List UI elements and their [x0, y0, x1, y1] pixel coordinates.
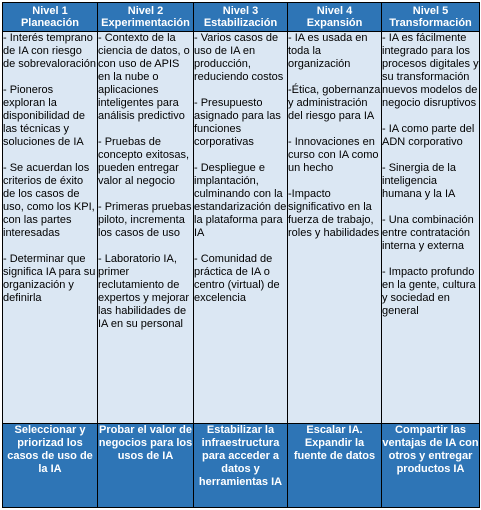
- list-item: - Pioneros exploran la disponibilidad de las técnicas y soluciones de IA: [3, 84, 85, 148]
- goals-row: [3, 424, 480, 508]
- level-name: Transformación: [389, 17, 472, 29]
- goal-level-2: Probar el valor de negocios para los usos de IA: [98, 424, 194, 508]
- list-item: - Sinergia de la inteligencia humana y la IA: [382, 162, 456, 200]
- list-item: - Primeras pruebas piloto, incrementa los casos de uso: [98, 201, 192, 239]
- goal-level-4: Escalar IA. Expandir la fuente de datos: [288, 424, 382, 508]
- list-item: - Innovaciones en curso con IA como un hecho: [288, 136, 379, 174]
- level-number: Nivel 5: [412, 5, 449, 17]
- ai-maturity-table: [2, 2, 480, 508]
- list-item: - Presupuesto asignado para las funciones corporativas: [194, 97, 281, 148]
- header-level-3: [194, 3, 288, 32]
- list-item: - Impacto profundo en la gente, cultura y sociedad en general: [382, 266, 476, 317]
- header-level-5: [382, 3, 480, 32]
- list-item: - IA es usada en toda la organización: [288, 32, 368, 70]
- header-row: [3, 3, 480, 32]
- characteristics-row: [3, 32, 480, 424]
- level-number: Nivel 2: [127, 5, 164, 17]
- list-item: -Impacto significativo en la fuerza de trabajo, roles y habilidades: [288, 188, 380, 239]
- header-level-4: [288, 3, 382, 32]
- characteristics-level-3: [194, 32, 288, 424]
- list-item: - Una combinación entre contratación interna y externa: [382, 214, 474, 252]
- list-item: - Varios casos de uso de IA en producción, reduciendo costos: [194, 32, 284, 83]
- list-item: - Comunidad de práctica de IA o centro (virtual) de excelencia: [194, 253, 280, 304]
- list-item: - Despliegue e implantación, culminando con la estandarización de la plataforma para IA: [194, 162, 287, 239]
- level-number: Nivel 3: [222, 5, 259, 17]
- characteristics-level-5: [382, 32, 480, 424]
- level-number: Nivel 1: [32, 5, 68, 17]
- list-item: -Ética, gobernanza y administración del riesgo para IA: [288, 84, 381, 122]
- list-item: - Interés temprano de IA con riesgo de sobrevaloración: [3, 32, 96, 70]
- level-name: Estabilización: [203, 17, 278, 29]
- level-name: Planeación: [20, 17, 80, 29]
- level-name: Expansión: [306, 17, 363, 29]
- list-item: - Se acuerdan los criterios de éxito de los casos de uso, como los KPI, con las partes interesadas: [3, 162, 95, 239]
- header-level-2: [98, 3, 194, 32]
- characteristics-level-2: [98, 32, 194, 424]
- list-item: - Determinar que significa IA para su organización y definirla: [3, 253, 96, 304]
- goal-level-5: Compartir las ventajas de IA con otros y entregar productos IA: [382, 424, 480, 508]
- list-item: - Laboratorio IA, primer reclutamiento de expertos y mejorar las habilidades de IA en su personal: [98, 253, 190, 330]
- goal-level-3: Estabilizar la infraestructura para acceder a datos y herramientas IA: [194, 424, 288, 508]
- level-number: Nivel 4: [316, 5, 353, 17]
- list-item: - IA como parte del ADN corporativo: [382, 123, 475, 148]
- characteristics-level-4: [288, 32, 382, 424]
- list-item: - IA es fácilmente integrado para los procesos digitales y su transformación nuevos modelos de negocio disruptivos: [382, 32, 479, 109]
- header-level-1: [3, 3, 98, 32]
- goal-level-1: Seleccionar y priorizad los casos de uso de la IA: [3, 424, 98, 508]
- level-name: Experimentación: [101, 17, 190, 29]
- characteristics-level-1: [3, 32, 98, 424]
- list-item: - Pruebas de concepto exitosas, pueden entregar valor al negocio: [98, 136, 190, 187]
- list-item: - Contexto de la ciencia de datos, o con uso de APIS en la nube o aplicaciones inteligentes para análisis predictivo: [98, 32, 190, 122]
